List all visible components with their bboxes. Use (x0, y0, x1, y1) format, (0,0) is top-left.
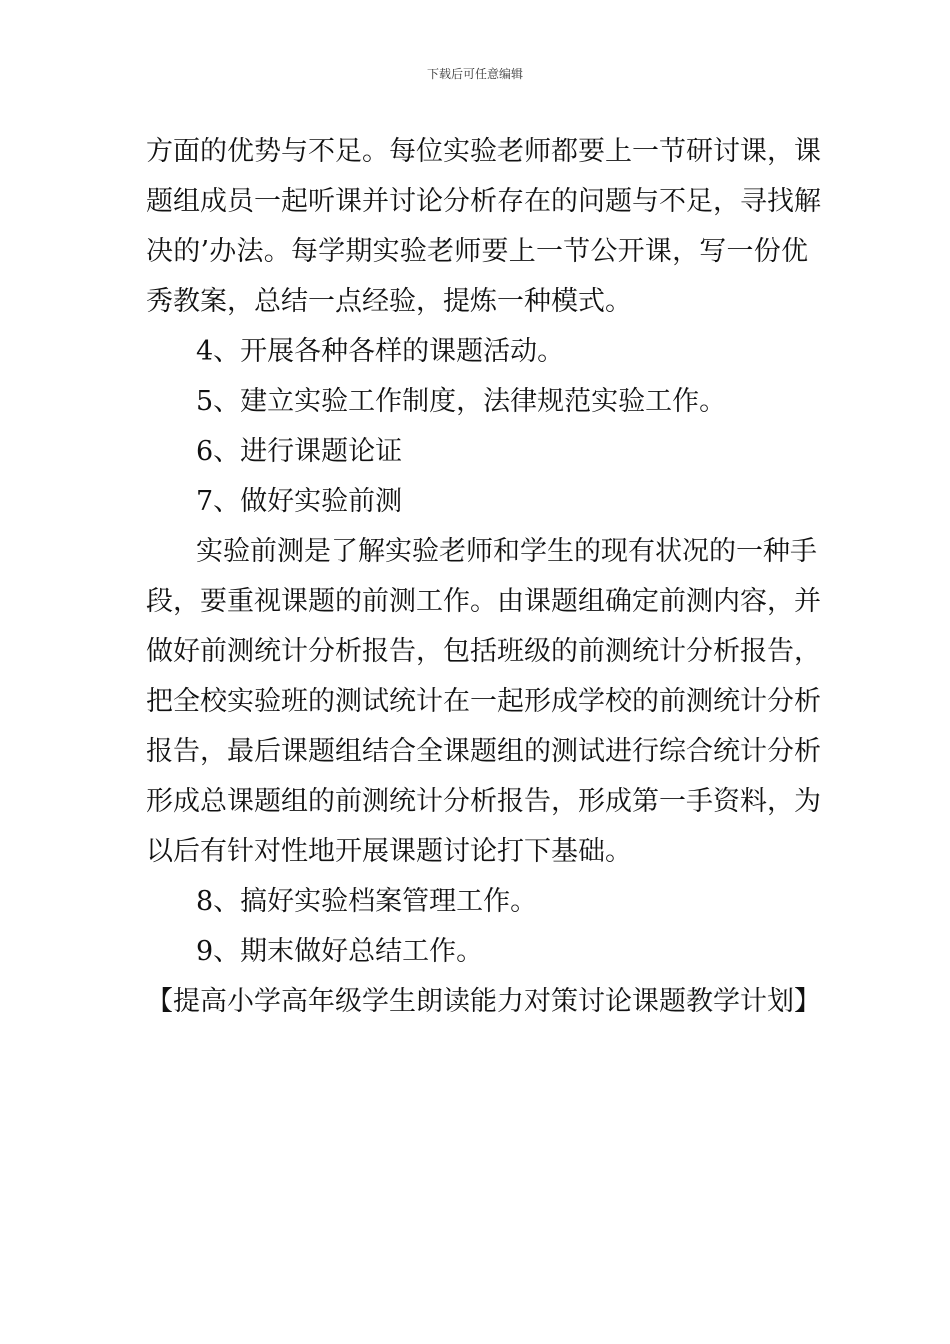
text-line: 方面的优势与不足。每位实验老师都要上一节研讨课，课 (146, 136, 821, 167)
list-item-5: 5、建立实验工作制度，法律规范实验工作。 (196, 386, 727, 417)
text-line: 段，要重视课题的前测工作。由课题组确定前测内容，并 (146, 586, 821, 617)
paragraph-pretest (146, 527, 821, 877)
text-line: 决的’办法。每学期实验老师要上一节公开课，写一份优 (146, 236, 808, 267)
text-line: 题组成员一起听课并讨论分析存在的问题与不足，寻找解 (146, 186, 821, 217)
text-line: 秀教案，总结一点经验，提炼一种模式。 (146, 286, 632, 317)
paragraph-methods (146, 127, 821, 327)
text-line: 把全校实验班的测试统计在一起形成学校的前测统计分析 (146, 686, 821, 717)
document-body (146, 127, 821, 1027)
list-item-7: 7、做好实验前测 (196, 486, 403, 517)
text-line: 以后有针对性地开展课题讨论打下基础。 (146, 836, 632, 867)
text-line: 做好前测统计分析报告，包括班级的前测统计分析报告， (146, 636, 821, 667)
list-item-8: 8、搞好实验档案管理工作。 (196, 886, 538, 917)
document-title-footer: 【提高小学高年级学生朗读能力对策讨论课题教学计划】 (146, 986, 821, 1017)
list-item-6: 6、进行课题论证 (196, 436, 403, 467)
list-item-9: 9、期末做好总结工作。 (196, 936, 484, 967)
text-line: 报告，最后课题组结合全课题组的测试进行综合统计分析 (146, 736, 821, 767)
list-item-4: 4、开展各种各样的课题活动。 (196, 336, 565, 367)
page-header: 下载后可任意编辑 (426, 67, 523, 81)
text-line: 形成总课题组的前测统计分析报告，形成第一手资料，为 (146, 786, 821, 817)
text-line: 实验前测是了解实验老师和学生的现有状况的一种手 (196, 536, 817, 567)
